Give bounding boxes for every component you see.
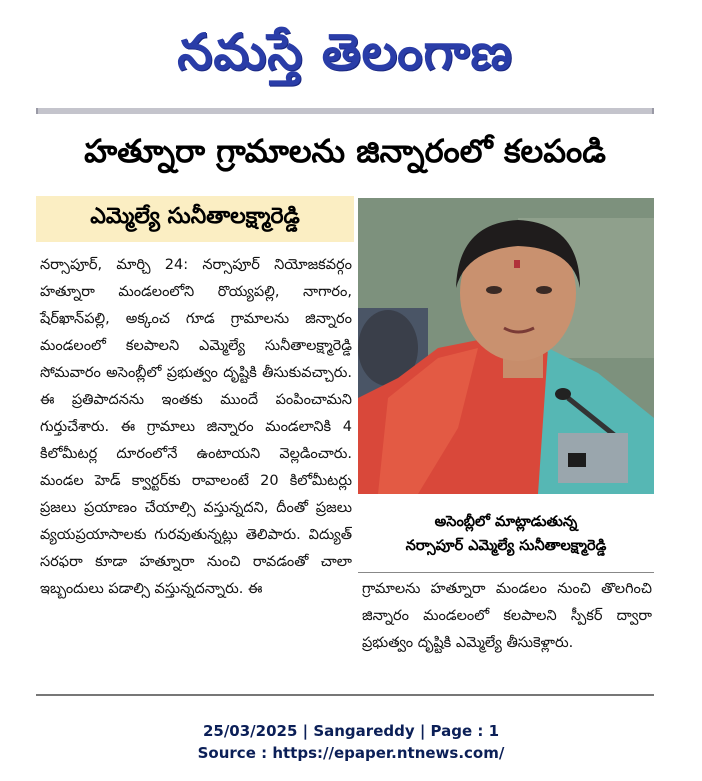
caption-line-1: అసెంబ్లీలో మాట్లాడుతున్న [434,514,578,530]
footer [0,720,702,764]
footer-source: Source : https://epaper.ntnews.com/ [197,744,505,762]
footer-date-edition: 25/03/2025 | Sangareddy | Page : 1 [202,722,500,740]
caption-divider [358,572,654,573]
article-body-right: గ్రామాలను హత్నూరా మండలం నుంచి తొలగించి జిన్నారం మండలంలో కలపాలని స్పీకర్ ద్వారా ప్రభుత్వం దృష్టికి ఎమ్మెల్యే తీసుకెళ్లారు. [362,581,652,651]
bottom-divider [36,694,654,696]
article-subhead: ఎమ్మెల్యే సునీతాలక్ష్మారెడ్డి [36,196,354,242]
masthead-rule [36,108,654,114]
masthead-title: నమస్తే తెలంగాణ [177,22,513,81]
article-body-left: నర్సాపూర్, మార్చి 24: నర్సాపూర్ నియోజకవర్గం హత్నూరా మండలంలోని రొయ్యపల్లి, నాగారం, షేర్‌ఖాన్‌పల్లి, అక్కంచ గూడ గ్రామాలను జిన్నారం మండలంలో కలపాలని ఎమ్మెల్యే సునీతాలక్ష్మారెడ్డి సోమవారం అసెంబ్లీలో ప్రభుత్వం దృష్టికి తీసుకువచ్చారు. ఈ ప్రతిపాదనను ఇంతకు ముందే పంపించామని గుర్తుచేశారు. ఈ గ్రామాలు జిన్నారం మండలానికి 4 కిలోమీటర్ల దూరంలోనే ఉంటాయని వెల్లడించారు. మండల హెడ్ క్వార్టర్‌కు రావాలంటే 20 కిలోమీటర్లు ప్రజలు ప్రయాణం చేయాల్సి వస్తున్నదని, దీంతో ప్రజలు వ్యయప్రయాసాలకు గురవుతున్నట్లు తెలిపారు. విద్యుత్ సరఫరా కూడా హత్నూరా నుంచి రావడంతో చాలా ఇబ్బందులు పడాల్సి వస్తున్నదన్నారు. ఈ [40,257,352,597]
article-headline: హత్నూరా గ్రామాలను జిన్నారంలో కలపండి [84,132,606,170]
masthead [36,6,654,110]
photo-caption [358,500,654,568]
photo-illustration [358,198,654,494]
caption-line-2: నర్సాపూర్ ఎమ్మెల్యే సునీతాలక్ష్మారెడ్డి [405,538,607,554]
article-photo [358,198,654,494]
